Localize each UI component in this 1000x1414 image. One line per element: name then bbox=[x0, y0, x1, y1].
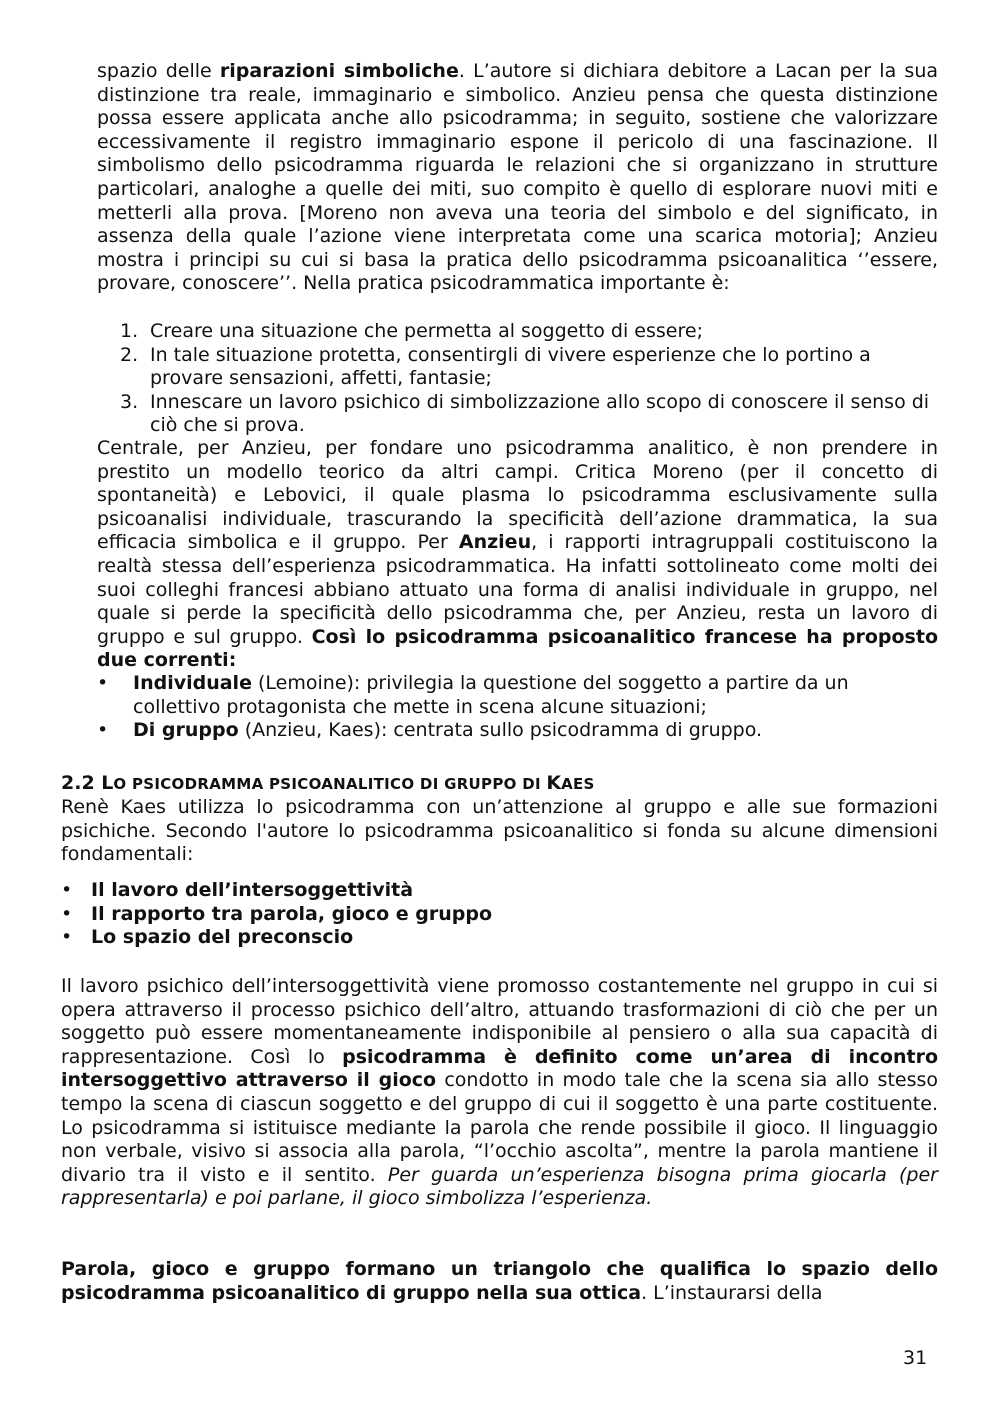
text-run: condotto in modo tale che la scena sia allo stesso tempo la scena di ciascun soggetto e del gruppo di cui il soggetto è una parte costituente. Lo psicodramma si istituisce mediante la parola che rende possibile il gioco. Il linguaggio non verbale, visivo si associa alla parola, “l’occhio ascolta”, mentre la parola mantiene il divario tra il visto e il sentito. bbox=[61, 1069, 939, 1186]
list-item bbox=[97, 391, 938, 438]
dimensions-list bbox=[61, 879, 938, 950]
heading-number: 2.2 bbox=[61, 772, 102, 794]
paragraph-intersubjectivity bbox=[61, 975, 938, 1211]
heading-text: K bbox=[546, 772, 562, 794]
bullet: • bbox=[61, 879, 73, 901]
bold-term: Parola, gioco e gruppo formano un triangolo che qualifica lo spazio dello psicodramma psicoanalitico di gruppo nella sua ottica bbox=[61, 1258, 938, 1304]
page-number: 31 bbox=[903, 1347, 928, 1369]
text-run: . L’autore si dichiara debitore a Lacan per la sua distinzione tra reale, immaginario e simbolico. Anzieu pensa che questa distinzione possa essere applicata anche allo psicodramma; in seguito, sostiene che valorizzare eccessivamente il registro immaginario espone il pericolo di una fascinazione. Il simbolismo dello psicodramma riguarda le relazioni che si organizzano in strutture particolari, analoghe a quelle dei miti, suo compito è quello di esplorare nuovi miti e metterli alla prova. [Moreno non aveva una teoria del simbolo e del significato, in assenza della quale l’azione viene interpretata come una scarica motoria]; Anzieu mostra i principi su cui si basa la pratica dello psicodramma psicoanalitica ‘’essere, provare, conoscere’’. Nella pratica psicodrammatica importante è: bbox=[97, 60, 939, 295]
list-item-text: Il rapporto tra parola, gioco e gruppo bbox=[91, 902, 493, 925]
list-item-text: (Lemoine): privilegia la questione del soggetto a partire da un collettivo protagonista che mette in scena alcune situazioni; bbox=[133, 672, 849, 718]
paragraph-anzieu bbox=[97, 437, 938, 673]
list-item-text: Creare una situazione che permetta al soggetto di essere; bbox=[150, 320, 703, 342]
heading-text: L bbox=[101, 772, 114, 794]
bold-term: Anzieu bbox=[458, 531, 532, 554]
italic-text: Per guarda un’esperienza bisogna prima giocarla (per rappresentarla) e poi parlane, il gioco simbolizza l’esperienza. bbox=[61, 1163, 938, 1210]
list-number: 3. bbox=[120, 390, 139, 413]
paragraph-symbolic-repairs bbox=[97, 60, 938, 296]
list-item bbox=[97, 320, 938, 344]
bold-term: Così lo psicodramma psicoanalitico francese ha proposto due correnti: bbox=[97, 625, 938, 672]
list-item bbox=[97, 719, 938, 743]
list-item bbox=[61, 903, 938, 927]
bold-term: riparazioni simboliche bbox=[219, 60, 459, 82]
list-item-text: Lo spazio del preconscio bbox=[91, 926, 354, 949]
text-run: spazio delle bbox=[97, 60, 220, 82]
section-heading bbox=[61, 772, 595, 797]
bullet: • bbox=[61, 902, 73, 925]
bullet: • bbox=[61, 926, 73, 949]
list-item-text: In tale situazione protetta, consentirgli di vivere esperienze che lo portino a provare sensazioni, affetti, fantasie; bbox=[150, 343, 871, 390]
heading-text: AES bbox=[561, 775, 595, 793]
bold-term: Di gruppo bbox=[133, 719, 239, 742]
list-item-text: Il lavoro dell’intersoggettività bbox=[91, 879, 414, 901]
heading-text: O PSICODRAMMA PSICOANALITICO DI GRUPPO DI bbox=[113, 775, 547, 793]
bold-term: Individuale bbox=[133, 672, 252, 694]
text-run: , i rapporti intragruppali costituiscono la realtà stessa dell’esperienza psicodrammatica. Ha infatti sottolineato come molti dei suoi colleghi francesi abbiano attuato una forma di analisi individuale in gruppo, nel quale si perde la specificità dello psicodramma che, per Anzieu, resta un lavoro di gruppo e sul gruppo. bbox=[97, 531, 939, 648]
list-number: 1. bbox=[120, 320, 139, 342]
list-item bbox=[97, 344, 938, 391]
list-number: 2. bbox=[120, 343, 139, 366]
currents-list bbox=[97, 672, 938, 743]
list-item-text: (Anzieu, Kaes): centrata sullo psicodramma di gruppo. bbox=[238, 719, 763, 742]
bullet: • bbox=[97, 719, 109, 742]
bullet: • bbox=[97, 672, 109, 694]
bold-term: psicodramma è definito come un’area di incontro intersoggettivo attraverso il gioco bbox=[61, 1045, 939, 1092]
text-run: . L’instaurarsi della bbox=[641, 1281, 823, 1304]
text-run: Il lavoro psichico dell’intersoggettività viene promosso costantemente nel gruppo in cui si opera attraverso il processo psichico dell’altro, attuando trasformazioni di ciò che per un soggetto può essere momentaneamente indisponibile al pensiero o alla sua capacità di rappresentazione. Così lo bbox=[61, 975, 938, 1068]
paragraph-kaes: Renè Kaes utilizza lo psicodramma con un’attenzione al gruppo e alle sue formazioni psichiche. Secondo l'autore lo psicodramma psicoanalitico si fonda su alcune dimensioni fondamentali: bbox=[61, 796, 938, 866]
list-item-text: Innescare un lavoro psichico di simbolizzazione allo scopo di conoscere il senso di ciò che si prova. bbox=[150, 390, 930, 437]
list-item bbox=[61, 879, 938, 903]
list-item bbox=[97, 672, 938, 719]
list-item bbox=[61, 926, 938, 950]
paragraph-triangle bbox=[61, 1258, 938, 1305]
numbered-list bbox=[97, 320, 938, 438]
text-run: Centrale, per Anzieu, per fondare uno psicodramma analitico, è non prendere in prestito un modello teorico da altri campi. Critica Moreno (per il concetto di spontaneità) e Lebovici, il quale plasma lo psicodramma esclusivamente sulla psicoanalisi individuale, trascurando la specificità dell’azione drammatica, la sua efficacia simbolica e il gruppo. Per bbox=[97, 437, 938, 554]
